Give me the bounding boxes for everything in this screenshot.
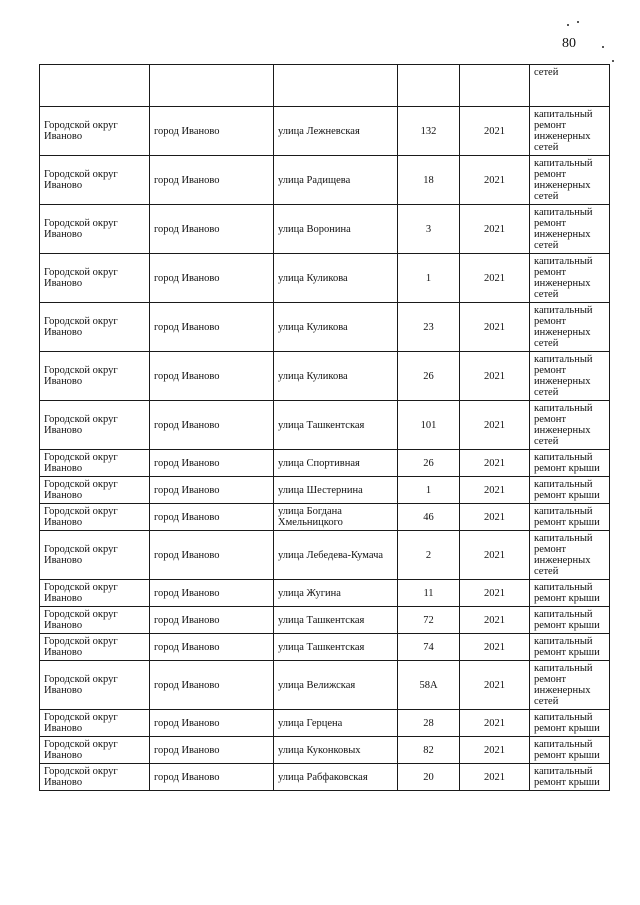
- city-cell: город Иваново: [150, 634, 274, 661]
- table-row: [40, 737, 610, 764]
- house-cell: 74: [398, 634, 460, 661]
- year-cell: 2021: [460, 352, 530, 401]
- table-row: [40, 764, 610, 791]
- year-cell: 2021: [460, 504, 530, 531]
- city-cell: город Иваново: [150, 531, 274, 580]
- year-cell: [460, 65, 530, 107]
- district-cell: Городской округ Иваново: [40, 661, 150, 710]
- table-row: [40, 580, 610, 607]
- street-cell: улица Лебедева-Кумача: [274, 531, 398, 580]
- city-cell: город Иваново: [150, 764, 274, 791]
- city-cell: город Иваново: [150, 661, 274, 710]
- house-cell: 82: [398, 737, 460, 764]
- table-row: [40, 607, 610, 634]
- work-cell: капитальный ремонт крыши: [530, 580, 610, 607]
- house-cell: 101: [398, 401, 460, 450]
- city-cell: город Иваново: [150, 477, 274, 504]
- city-cell: город Иваново: [150, 352, 274, 401]
- year-cell: 2021: [460, 710, 530, 737]
- district-cell: Городской округ Иваново: [40, 401, 150, 450]
- year-cell: 2021: [460, 737, 530, 764]
- street-cell: улица Ташкентская: [274, 401, 398, 450]
- house-cell: 18: [398, 156, 460, 205]
- work-cell: капитальный ремонт крыши: [530, 764, 610, 791]
- work-cell: капитальный ремонт инженерных сетей: [530, 156, 610, 205]
- work-cell: капитальный ремонт инженерных сетей: [530, 661, 610, 710]
- house-cell: 11: [398, 580, 460, 607]
- year-cell: 2021: [460, 580, 530, 607]
- district-cell: Городской округ Иваново: [40, 634, 150, 661]
- table-row: [40, 531, 610, 580]
- work-cell: капитальный ремонт инженерных сетей: [530, 531, 610, 580]
- city-cell: город Иваново: [150, 450, 274, 477]
- district-cell: [40, 65, 150, 107]
- year-cell: 2021: [460, 156, 530, 205]
- table-row: [40, 352, 610, 401]
- city-cell: город Иваново: [150, 303, 274, 352]
- work-cell: капитальный ремонт крыши: [530, 737, 610, 764]
- table-row: [40, 205, 610, 254]
- house-cell: 26: [398, 450, 460, 477]
- work-cell: капитальный ремонт крыши: [530, 504, 610, 531]
- work-cell: капитальный ремонт инженерных сетей: [530, 352, 610, 401]
- year-cell: 2021: [460, 107, 530, 156]
- district-cell: Городской округ Иваново: [40, 352, 150, 401]
- table-row: [40, 504, 610, 531]
- house-cell: 58А: [398, 661, 460, 710]
- work-cell: капитальный ремонт инженерных сетей: [530, 205, 610, 254]
- house-cell: 23: [398, 303, 460, 352]
- street-cell: улица Ташкентская: [274, 607, 398, 634]
- city-cell: город Иваново: [150, 156, 274, 205]
- district-cell: Городской округ Иваново: [40, 580, 150, 607]
- year-cell: 2021: [460, 401, 530, 450]
- district-cell: Городской округ Иваново: [40, 504, 150, 531]
- table-row: [40, 254, 610, 303]
- street-cell: улица Радищева: [274, 156, 398, 205]
- year-cell: 2021: [460, 205, 530, 254]
- scan-speck: [577, 21, 579, 23]
- year-cell: 2021: [460, 477, 530, 504]
- table-row: [40, 477, 610, 504]
- year-cell: 2021: [460, 661, 530, 710]
- house-cell: 20: [398, 764, 460, 791]
- street-cell: улица Рабфаковская: [274, 764, 398, 791]
- work-cell: капитальный ремонт крыши: [530, 477, 610, 504]
- table-body: [40, 65, 610, 791]
- house-cell: 1: [398, 477, 460, 504]
- work-cell: капитальный ремонт инженерных сетей: [530, 303, 610, 352]
- street-cell: улица Жугина: [274, 580, 398, 607]
- district-cell: Городской округ Иваново: [40, 254, 150, 303]
- district-cell: Городской округ Иваново: [40, 764, 150, 791]
- work-cell: капитальный ремонт инженерных сетей: [530, 107, 610, 156]
- city-cell: город Иваново: [150, 107, 274, 156]
- year-cell: 2021: [460, 764, 530, 791]
- district-cell: Городской округ Иваново: [40, 156, 150, 205]
- house-cell: 26: [398, 352, 460, 401]
- table-row: [40, 303, 610, 352]
- district-cell: Городской округ Иваново: [40, 450, 150, 477]
- district-cell: Городской округ Иваново: [40, 205, 150, 254]
- street-cell: улица Герцена: [274, 710, 398, 737]
- house-cell: 2: [398, 531, 460, 580]
- house-cell: 46: [398, 504, 460, 531]
- street-cell: улица Куликова: [274, 352, 398, 401]
- street-cell: улица Шестернина: [274, 477, 398, 504]
- work-cell: капитальный ремонт инженерных сетей: [530, 401, 610, 450]
- scan-speck: [602, 46, 604, 48]
- work-cell: капитальный ремонт крыши: [530, 450, 610, 477]
- table-row: [40, 661, 610, 710]
- district-cell: Городской округ Иваново: [40, 737, 150, 764]
- street-cell: улица Куконковых: [274, 737, 398, 764]
- table-row: [40, 107, 610, 156]
- scan-speck: [612, 60, 614, 62]
- work-cell: капитальный ремонт крыши: [530, 607, 610, 634]
- street-cell: [274, 65, 398, 107]
- work-cell: капитальный ремонт инженерных сетей: [530, 254, 610, 303]
- district-cell: Городской округ Иваново: [40, 607, 150, 634]
- work-schedule-table: [39, 64, 610, 791]
- house-cell: 72: [398, 607, 460, 634]
- city-cell: город Иваново: [150, 710, 274, 737]
- street-cell: улица Ташкентская: [274, 634, 398, 661]
- district-cell: Городской округ Иваново: [40, 477, 150, 504]
- year-cell: 2021: [460, 303, 530, 352]
- house-cell: 132: [398, 107, 460, 156]
- year-cell: 2021: [460, 254, 530, 303]
- street-cell: улица Велижская: [274, 661, 398, 710]
- house-cell: 28: [398, 710, 460, 737]
- work-cell: капитальный ремонт крыши: [530, 710, 610, 737]
- city-cell: город Иваново: [150, 607, 274, 634]
- city-cell: город Иваново: [150, 254, 274, 303]
- house-cell: [398, 65, 460, 107]
- district-cell: Городской округ Иваново: [40, 710, 150, 737]
- city-cell: город Иваново: [150, 737, 274, 764]
- city-cell: [150, 65, 274, 107]
- year-cell: 2021: [460, 607, 530, 634]
- street-cell: улица Богдана Хмельницкого: [274, 504, 398, 531]
- street-cell: улица Спортивная: [274, 450, 398, 477]
- district-cell: Городской округ Иваново: [40, 531, 150, 580]
- table-row-continuation: [40, 65, 610, 107]
- table-row: [40, 634, 610, 661]
- district-cell: Городской округ Иваново: [40, 303, 150, 352]
- scan-speck: [567, 24, 569, 26]
- city-cell: город Иваново: [150, 580, 274, 607]
- table-row: [40, 401, 610, 450]
- street-cell: улица Куликова: [274, 254, 398, 303]
- table-row: [40, 710, 610, 737]
- year-cell: 2021: [460, 531, 530, 580]
- city-cell: город Иваново: [150, 205, 274, 254]
- table-row: [40, 450, 610, 477]
- year-cell: 2021: [460, 634, 530, 661]
- table-row: [40, 156, 610, 205]
- work-cell: капитальный ремонт крыши: [530, 634, 610, 661]
- street-cell: улица Лежневская: [274, 107, 398, 156]
- year-cell: 2021: [460, 450, 530, 477]
- work-cell: сетей: [530, 65, 610, 107]
- street-cell: улица Воронина: [274, 205, 398, 254]
- city-cell: город Иваново: [150, 401, 274, 450]
- house-cell: 1: [398, 254, 460, 303]
- page-number: 80: [562, 36, 576, 51]
- street-cell: улица Куликова: [274, 303, 398, 352]
- district-cell: Городской округ Иваново: [40, 107, 150, 156]
- city-cell: город Иваново: [150, 504, 274, 531]
- house-cell: 3: [398, 205, 460, 254]
